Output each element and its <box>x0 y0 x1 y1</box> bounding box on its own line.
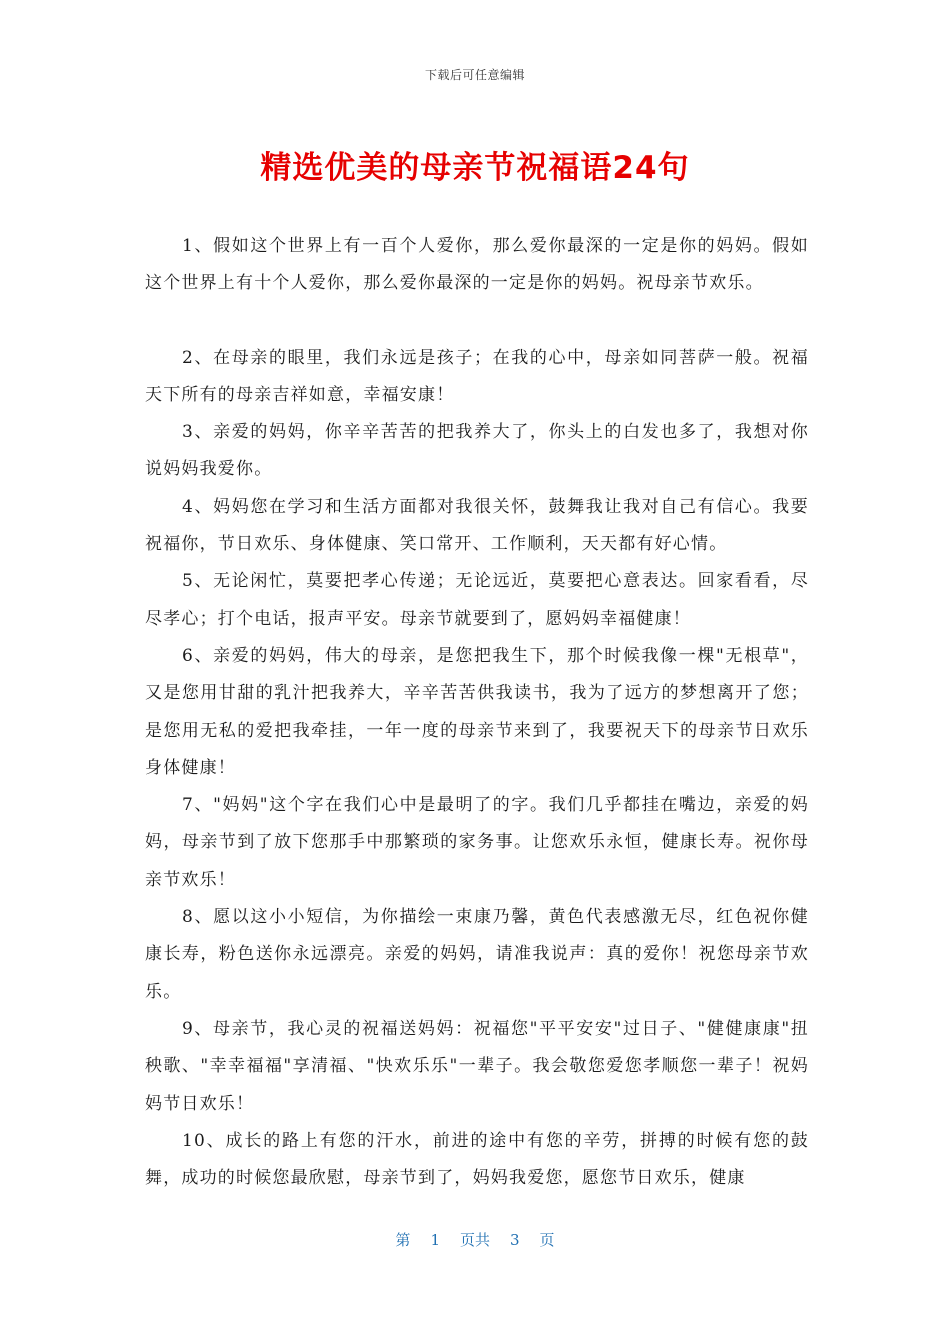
footer-suffix: 页 <box>539 1231 555 1249</box>
document-title: 精选优美的母亲节祝福语24句 <box>260 150 690 186</box>
document-body <box>145 228 809 1197</box>
paragraph-2: 2、在母亲的眼里，我们永远是孩子；在我的心中，母亲如同菩萨一般。祝福天下所有的母亲吉祥如意，幸福安康！ <box>145 347 809 405</box>
paragraph-9: 9、母亲节，我心灵的祝福送妈妈：祝福您"平平安安"过日子、"健健康康"扭秧歌、"幸幸福福"享清福、"快欢乐乐"一辈子。我会敬您爱您孝顺您一辈子！祝妈妈节日欢乐！ <box>145 1018 809 1114</box>
footer-prefix: 第 <box>395 1231 411 1249</box>
paragraph-5: 5、无论闲忙，莫要把孝心传递；无论远近，莫要把心意表达。回家看看，尽尽孝心；打个电话，报声平安。母亲节就要到了，愿妈妈幸福健康！ <box>145 571 809 629</box>
paragraph-1: 1、假如这个世界上有一百个人爱你，那么爱你最深的一定是你的妈妈。假如这个世界上有十个人爱你，那么爱你最深的一定是你的妈妈。祝母亲节欢乐。 <box>145 236 809 294</box>
paragraph-8: 8、愿以这小小短信，为你描绘一束康乃馨，黄色代表感激无尽，红色祝你健康长寿，粉色送你永远漂亮。亲爱的妈妈，请准我说声：真的爱你！祝您母亲节欢乐。 <box>145 907 809 1002</box>
paragraph-4: 4、妈妈您在学习和生活方面都对我很关怀，鼓舞我让我对自己有信心。我要祝福你，节日欢乐、身体健康、笑口常开、工作顺利，天天都有好心情。 <box>145 496 809 555</box>
footer-total-pages: 3 <box>510 1231 520 1249</box>
page-footer <box>0 1229 950 1250</box>
paragraph-6: 6、亲爱的妈妈，伟大的母亲，是您把我生下，那个时候我像一棵"无根草"，又是您用甘甜的乳汁把我养大，辛辛苦苦供我读书，我为了远方的梦想离开了您；是您用无私的爱把我牵挂，一年一度的母亲节来到了，我要祝天下的母亲节日欢乐身体健康！ <box>145 645 809 778</box>
paragraph-10: 10、成长的路上有您的汗水，前进的途中有您的辛劳，拼搏的时候有您的鼓舞，成功的时候您最欣慰，母亲节到了，妈妈我爱您，愿您节日欢乐，健康 <box>145 1130 809 1189</box>
header-note: 下载后可任意编辑 <box>424 68 525 82</box>
footer-middle: 页共 <box>459 1231 490 1249</box>
paragraph-7: 7、"妈妈"这个字在我们心中是最明了的字。我们几乎都挂在嘴边，亲爱的妈妈，母亲节到了放下您那手中那繁琐的家务事。让您欢乐永恒，健康长寿。祝你母亲节欢乐！ <box>145 795 809 890</box>
footer-current-page: 1 <box>430 1231 440 1249</box>
paragraph-3: 3、亲爱的妈妈，你辛辛苦苦的把我养大了，你头上的白发也多了，我想对你说妈妈我爱你。 <box>145 422 809 480</box>
